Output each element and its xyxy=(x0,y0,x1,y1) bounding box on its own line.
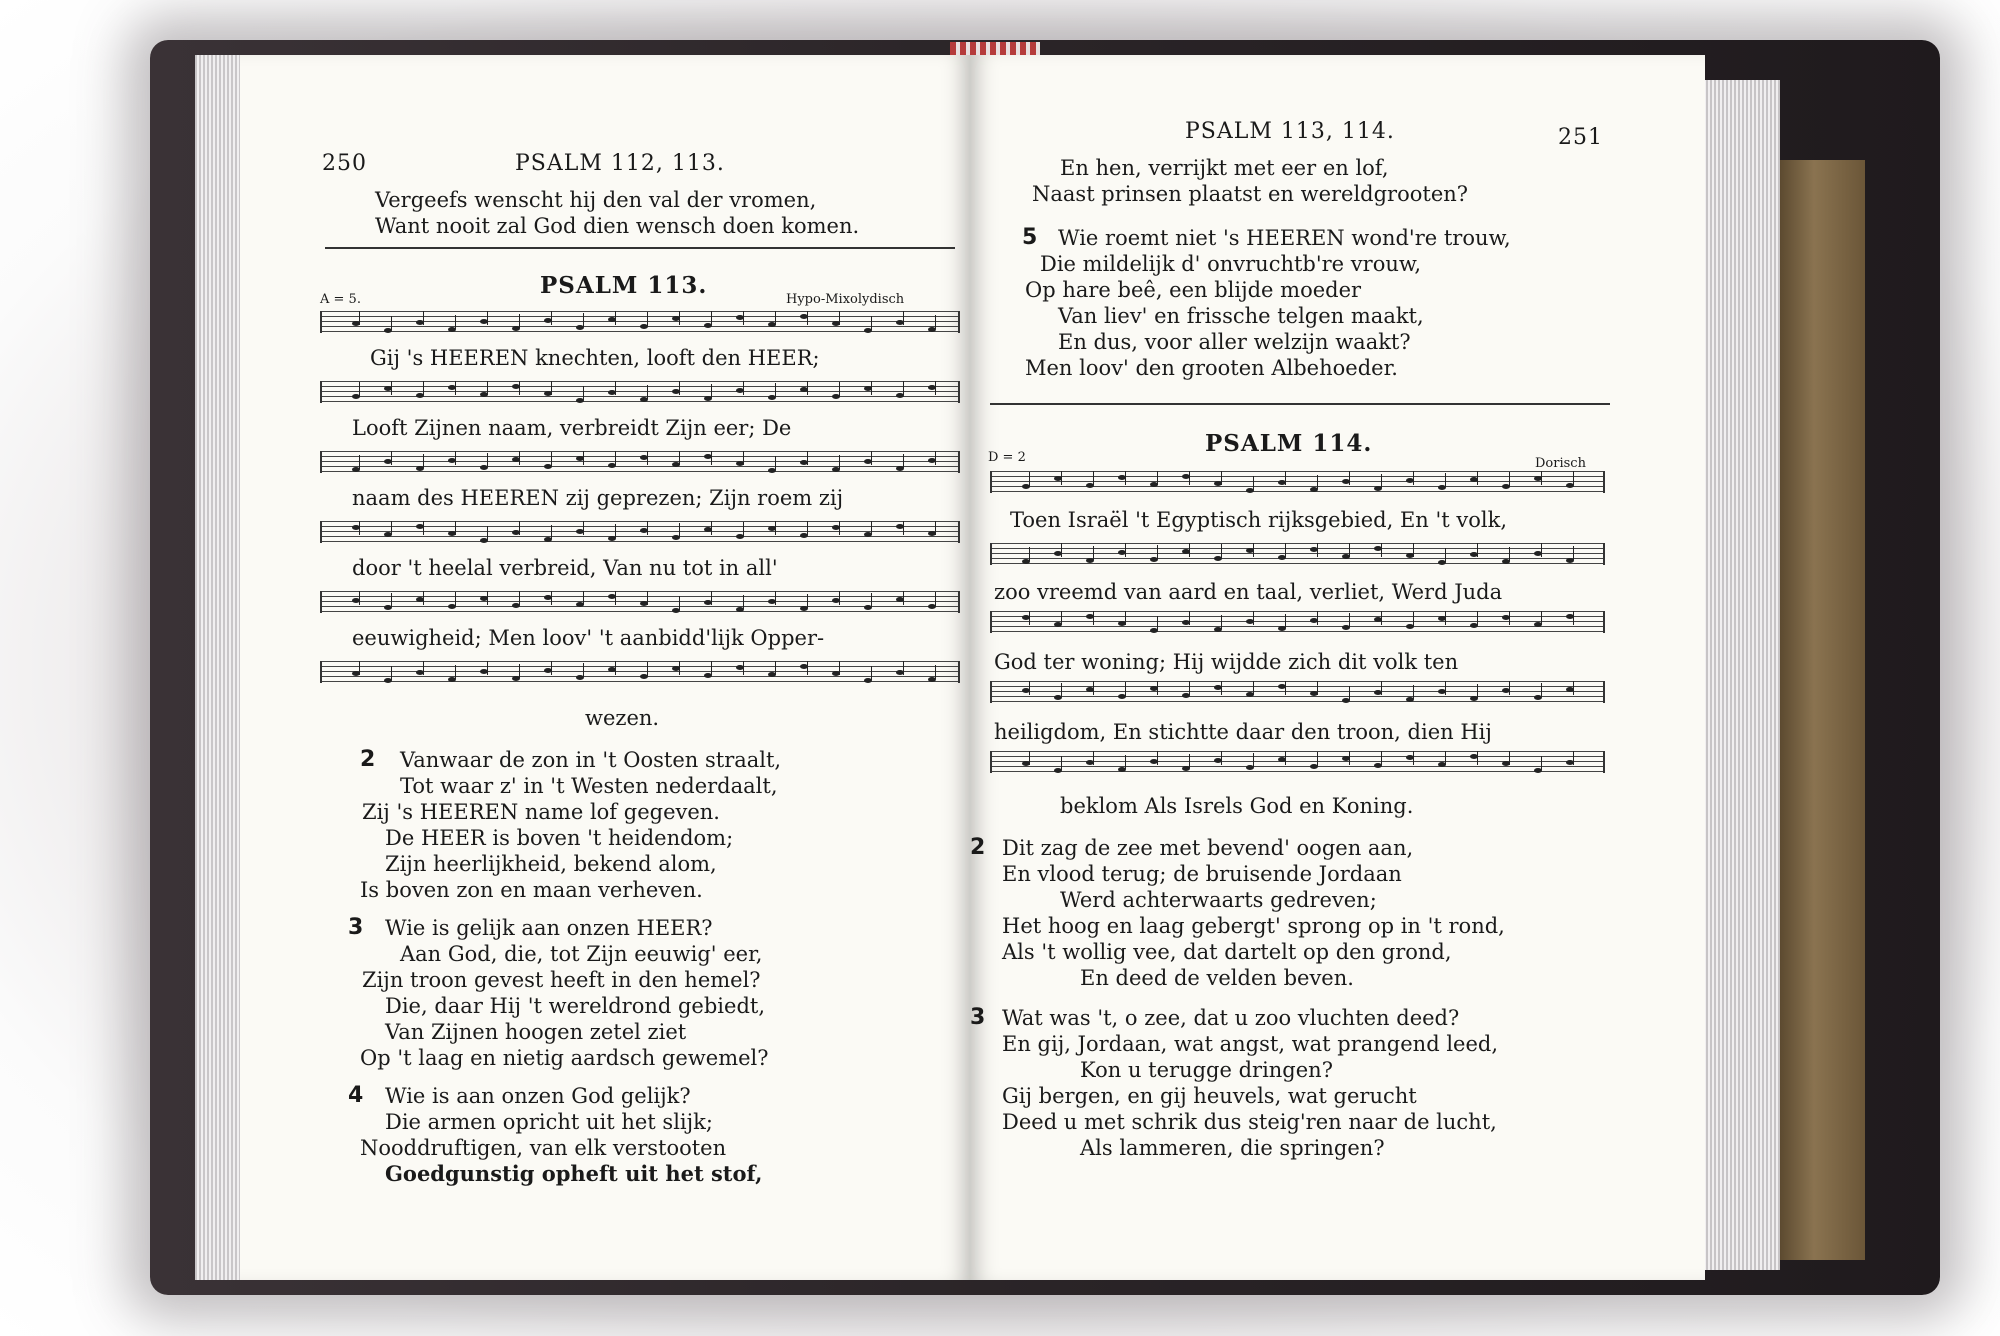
note-stem xyxy=(1317,752,1318,766)
note-stem xyxy=(1541,756,1542,770)
verse-line: Is boven zon en maan verheven. xyxy=(360,878,703,902)
note-stem xyxy=(935,315,936,329)
verse-line: En deed de velden beven. xyxy=(1080,966,1354,990)
note-stem xyxy=(359,661,360,675)
note-stem xyxy=(1541,471,1542,485)
note-stem xyxy=(519,521,520,535)
music-staff xyxy=(990,611,1605,633)
note-stem xyxy=(1285,471,1286,485)
lyric-line: beklom Als Isrels God en Koning. xyxy=(1060,794,1414,818)
lyric-line: Toen Israël 't Egyptisch rijksgebied, En 't volk, xyxy=(1010,508,1508,532)
note-stem xyxy=(871,666,872,680)
lyric-line: heiligdom, En stichtte daar den troon, dien Hij xyxy=(994,720,1492,744)
note-stem xyxy=(551,311,552,325)
divider xyxy=(990,403,1610,405)
music-staff xyxy=(320,311,960,333)
note-stem xyxy=(775,521,776,535)
note-stem xyxy=(839,311,840,325)
note-stem xyxy=(359,455,360,469)
note-stem xyxy=(935,521,936,535)
note-stem xyxy=(455,315,456,329)
lyric-line: God ter woning; Hij wijdde zich dit volk ten xyxy=(994,650,1459,674)
note-stem xyxy=(391,381,392,395)
note-stem xyxy=(871,381,872,395)
verse-line: Vanwaar de zon in 't Oosten straalt, xyxy=(400,748,782,772)
note-stem xyxy=(935,451,936,465)
left-page xyxy=(240,55,970,1280)
note-stem xyxy=(1477,471,1478,485)
verse-line: Van Zijnen hoogen zetel ziet xyxy=(385,1020,687,1044)
verse-line: De HEER is boven 't heidendom; xyxy=(385,826,734,850)
gilt-page-edge xyxy=(1780,160,1865,1260)
note-stem xyxy=(1157,545,1158,559)
note-stem xyxy=(1541,611,1542,625)
note-stem xyxy=(551,525,552,539)
page-stack-right xyxy=(1700,80,1780,1270)
note-stem xyxy=(679,381,680,395)
divider xyxy=(325,247,955,249)
page-stack-left xyxy=(195,55,245,1280)
note-stem xyxy=(391,521,392,535)
note-stem xyxy=(647,312,648,326)
note-stem xyxy=(1189,611,1190,625)
note-stem xyxy=(1413,612,1414,626)
note-stem xyxy=(551,661,552,675)
note-stem xyxy=(615,661,616,675)
note-stem xyxy=(1093,611,1094,625)
key-marker: A = 5. xyxy=(320,292,361,307)
note-stem xyxy=(1125,611,1126,625)
verse-line: Op hare beê, een blijde moeder xyxy=(1025,278,1362,302)
note-stem xyxy=(391,666,392,680)
music-staff xyxy=(320,591,960,613)
verse-line: Nooddruftigen, van elk verstooten xyxy=(360,1136,727,1160)
note-stem xyxy=(871,593,872,607)
note-stem xyxy=(423,591,424,605)
note-stem xyxy=(935,381,936,395)
note-stem xyxy=(487,453,488,467)
note-stem xyxy=(839,382,840,396)
note-stem xyxy=(1221,615,1222,629)
verse-line: Zijn heerlijkheid, bekend alom, xyxy=(385,852,717,876)
music-staff xyxy=(990,681,1605,703)
note-stem xyxy=(1253,753,1254,767)
psalm-title: PSALM 114. xyxy=(1205,430,1373,457)
note-stem xyxy=(1317,611,1318,625)
note-stem xyxy=(359,591,360,605)
note-stem xyxy=(1573,681,1574,695)
note-stem xyxy=(1285,681,1286,695)
note-stem xyxy=(583,663,584,677)
note-stem xyxy=(1189,543,1190,557)
verse-line: Men loov' den grooten Albehoeder. xyxy=(1025,356,1398,380)
note-stem xyxy=(391,316,392,330)
verse-line: Zij 's HEEREN name lof gegeven. xyxy=(362,800,720,824)
note-stem xyxy=(1253,611,1254,625)
verse-line: Wie roemt niet 's HEEREN wond're trouw, xyxy=(1058,226,1511,250)
verse-line: Die, daar Hij 't wereldrond gebiedt, xyxy=(385,994,765,1018)
verse-number: 3 xyxy=(970,1005,986,1030)
verse-line: Goedgunstig opheft uit het stof, xyxy=(385,1161,763,1186)
note-stem xyxy=(391,593,392,607)
verse-line: Zijn troon gevest heeft in den hemel? xyxy=(362,968,761,992)
note-stem xyxy=(1253,543,1254,557)
note-stem xyxy=(1029,611,1030,625)
note-stem xyxy=(871,451,872,465)
note-stem xyxy=(743,595,744,609)
lyric-line: wezen. xyxy=(585,706,660,730)
note-stem xyxy=(1221,544,1222,558)
text-line: En hen, verrijkt met eer en lof, xyxy=(1060,156,1389,180)
note-stem xyxy=(743,522,744,536)
note-stem xyxy=(871,521,872,535)
note-stem xyxy=(1125,755,1126,769)
text-line: Want nooit zal God dien wensch doen komen. xyxy=(375,214,860,238)
verse-line: En gij, Jordaan, wat angst, wat prangend leed, xyxy=(1002,1032,1499,1056)
note-stem xyxy=(1509,611,1510,625)
note-stem xyxy=(647,451,648,465)
note-stem xyxy=(807,521,808,535)
note-stem xyxy=(775,311,776,325)
note-stem xyxy=(1509,681,1510,695)
note-stem xyxy=(935,592,936,606)
note-stem xyxy=(1573,611,1574,625)
note-stem xyxy=(1413,685,1414,699)
verse-line: En vlood terug; de bruisende Jordaan xyxy=(1002,862,1402,886)
note-stem xyxy=(1093,471,1094,485)
headband-top xyxy=(950,42,1040,56)
note-stem xyxy=(1061,471,1062,485)
note-stem xyxy=(1157,681,1158,695)
note-stem xyxy=(455,521,456,535)
note-stem xyxy=(1029,751,1030,765)
note-stem xyxy=(487,661,488,675)
note-stem xyxy=(1061,683,1062,697)
verse-line: Gij bergen, en gij heuvels, wat gerucht xyxy=(1002,1084,1417,1108)
note-stem xyxy=(1125,543,1126,557)
note-stem xyxy=(839,591,840,605)
note-stem xyxy=(1349,686,1350,700)
note-stem xyxy=(455,592,456,606)
note-stem xyxy=(359,521,360,535)
note-stem xyxy=(1253,681,1254,695)
verse-line: Werd achterwaarts gedreven; xyxy=(1060,888,1377,912)
note-stem xyxy=(615,451,616,465)
right-page xyxy=(970,55,1705,1280)
note-stem xyxy=(1093,751,1094,765)
page-number-left: 250 xyxy=(322,151,367,176)
note-stem xyxy=(1477,543,1478,557)
music-staff xyxy=(990,471,1605,493)
note-stem xyxy=(807,451,808,465)
note-stem xyxy=(1381,681,1382,695)
note-stem xyxy=(1029,681,1030,695)
music-staff xyxy=(320,661,960,683)
note-stem xyxy=(1445,473,1446,487)
note-stem xyxy=(743,381,744,395)
verse-line: Het hoog en laag gebergt' sprong op in 't rond, xyxy=(1002,914,1505,938)
note-stem xyxy=(711,311,712,325)
note-stem xyxy=(839,521,840,535)
note-stem xyxy=(423,311,424,325)
note-stem xyxy=(711,521,712,535)
note-stem xyxy=(583,313,584,327)
note-stem xyxy=(775,661,776,675)
note-stem xyxy=(455,665,456,679)
verse-line: Van liev' en frissche telgen maakt, xyxy=(1058,304,1424,328)
note-stem xyxy=(519,381,520,395)
note-stem xyxy=(615,311,616,325)
note-stem xyxy=(903,454,904,468)
note-stem xyxy=(1221,471,1222,485)
note-stem xyxy=(1349,543,1350,557)
text-line: Vergeefs wenscht hij den val der vromen, xyxy=(375,188,817,212)
verse-line: Aan God, die, tot Zijn eeuwig' eer, xyxy=(400,942,763,966)
note-stem xyxy=(487,311,488,325)
key-marker: D = 2 xyxy=(988,450,1026,465)
note-stem xyxy=(1189,681,1190,695)
verse-line: Als lammeren, die springen? xyxy=(1080,1136,1385,1160)
note-stem xyxy=(423,661,424,675)
note-stem xyxy=(1381,474,1382,488)
lyric-line: Looft Zijnen naam, verbreidt Zijn eer; De xyxy=(352,416,792,440)
note-stem xyxy=(743,451,744,465)
lyric-line: door 't heelal verbreid, Van nu tot in all' xyxy=(352,556,778,580)
lyric-line: eeuwigheid; Men loov' 't aanbidd'lijk Opper- xyxy=(352,626,825,650)
note-stem xyxy=(903,591,904,605)
note-stem xyxy=(679,523,680,537)
music-staff xyxy=(320,381,960,403)
note-stem xyxy=(551,452,552,466)
verse-line: En dus, voor aller welzijn waakt? xyxy=(1058,330,1411,354)
verse-line: Wie is gelijk aan onzen HEER? xyxy=(385,916,713,940)
note-stem xyxy=(551,591,552,605)
note-stem xyxy=(455,451,456,465)
note-stem xyxy=(1317,681,1318,695)
note-stem xyxy=(647,521,648,535)
verse-line: Tot waar z' in 't Westen nederdaalt, xyxy=(400,774,778,798)
note-stem xyxy=(1477,684,1478,698)
note-stem xyxy=(1285,614,1286,628)
music-staff xyxy=(320,521,960,543)
note-stem xyxy=(1573,751,1574,765)
note-stem xyxy=(583,591,584,605)
note-stem xyxy=(1509,547,1510,561)
note-stem xyxy=(903,661,904,675)
note-stem xyxy=(1573,471,1574,485)
note-stem xyxy=(807,661,808,675)
note-stem xyxy=(1061,756,1062,770)
note-stem xyxy=(1381,751,1382,765)
note-stem xyxy=(839,455,840,469)
music-staff xyxy=(990,751,1605,773)
note-stem xyxy=(359,311,360,325)
note-stem xyxy=(807,381,808,395)
verse-number: 4 xyxy=(348,1083,364,1108)
note-stem xyxy=(711,591,712,605)
note-stem xyxy=(1125,682,1126,696)
note-stem xyxy=(1253,476,1254,490)
verse-line: Dit zag de zee met bevend' oogen aan, xyxy=(1002,836,1414,860)
verse-line: Die mildelijk d' onvruchtb're vrouw, xyxy=(1040,252,1422,276)
note-stem xyxy=(1477,751,1478,765)
note-stem xyxy=(1445,751,1446,765)
note-stem xyxy=(487,591,488,605)
note-stem xyxy=(743,661,744,675)
verse-line: Wie is aan onzen God gelijk? xyxy=(385,1084,691,1108)
note-stem xyxy=(1221,681,1222,695)
note-stem xyxy=(519,314,520,328)
note-stem xyxy=(807,311,808,325)
note-stem xyxy=(583,386,584,400)
note-stem xyxy=(359,382,360,396)
note-stem xyxy=(1029,547,1030,561)
music-staff xyxy=(320,451,960,473)
note-stem xyxy=(1573,546,1574,560)
note-stem xyxy=(1477,611,1478,625)
note-stem xyxy=(1413,751,1414,765)
running-head-left: PSALM 112, 113. xyxy=(515,151,725,176)
note-stem xyxy=(1445,548,1446,562)
note-stem xyxy=(423,454,424,468)
verse-number: 2 xyxy=(970,835,986,860)
note-stem xyxy=(455,381,456,395)
note-stem xyxy=(871,316,872,330)
note-stem xyxy=(935,665,936,679)
note-stem xyxy=(647,662,648,676)
note-stem xyxy=(839,661,840,675)
note-stem xyxy=(1349,471,1350,485)
note-stem xyxy=(615,524,616,538)
note-stem xyxy=(1189,471,1190,485)
text-line: Naast prinsen plaatst en wereldgrooten? xyxy=(1032,182,1469,206)
note-stem xyxy=(1157,616,1158,630)
note-stem xyxy=(487,526,488,540)
mode-label: Dorisch xyxy=(1535,456,1586,471)
note-stem xyxy=(775,456,776,470)
note-stem xyxy=(1381,611,1382,625)
note-stem xyxy=(903,521,904,535)
note-stem xyxy=(1445,611,1446,625)
lyric-line: naam des HEEREN zij geprezen; Zijn roem zij xyxy=(352,486,844,510)
note-stem xyxy=(647,385,648,399)
running-head-right: PSALM 113, 114. xyxy=(1185,119,1395,144)
note-stem xyxy=(487,381,488,395)
note-stem xyxy=(519,664,520,678)
note-stem xyxy=(679,451,680,465)
note-stem xyxy=(775,383,776,397)
verse-number: 3 xyxy=(348,915,364,940)
verse-line: Als 't wollig vee, dat dartelt op den grond, xyxy=(1002,940,1452,964)
note-stem xyxy=(583,451,584,465)
note-stem xyxy=(711,451,712,465)
note-stem xyxy=(711,661,712,675)
note-stem xyxy=(583,521,584,535)
note-stem xyxy=(1349,613,1350,627)
note-stem xyxy=(775,591,776,605)
note-stem xyxy=(1317,475,1318,489)
note-stem xyxy=(679,311,680,325)
lyric-line: Gij 's HEEREN knechten, looft den HEER; xyxy=(370,346,820,370)
note-stem xyxy=(615,591,616,605)
note-stem xyxy=(1413,543,1414,557)
note-stem xyxy=(807,594,808,608)
note-stem xyxy=(743,311,744,325)
note-stem xyxy=(551,381,552,395)
verse-number: 2 xyxy=(360,747,376,772)
note-stem xyxy=(1157,471,1158,485)
psalm-title: PSALM 113. xyxy=(540,272,708,299)
note-stem xyxy=(679,661,680,675)
note-stem xyxy=(647,591,648,605)
note-stem xyxy=(1509,472,1510,486)
note-stem xyxy=(1157,751,1158,765)
note-stem xyxy=(615,381,616,395)
note-stem xyxy=(903,381,904,395)
note-stem xyxy=(1349,751,1350,765)
note-stem xyxy=(903,311,904,325)
music-staff xyxy=(990,543,1605,565)
note-stem xyxy=(1317,543,1318,557)
note-stem xyxy=(1093,681,1094,695)
verse-line: Kon u terugge dringen? xyxy=(1080,1058,1333,1082)
note-stem xyxy=(1445,681,1446,695)
note-stem xyxy=(1221,751,1222,765)
verse-line: Deed u met schrik dus steig'ren naar de lucht, xyxy=(1002,1110,1497,1134)
verse-line: Op 't laag en nietig aardsch gewemel? xyxy=(360,1046,769,1070)
page-number-right: 251 xyxy=(1558,125,1603,150)
mode-label: Hypo-Mixolydisch xyxy=(786,292,905,307)
note-stem xyxy=(1061,543,1062,557)
verse-line: Die armen opricht uit het slijk; xyxy=(385,1110,713,1134)
note-stem xyxy=(1125,471,1126,485)
note-stem xyxy=(391,451,392,465)
verse-line: Wat was 't, o zee, dat u zoo vluchten deed? xyxy=(1002,1006,1460,1030)
note-stem xyxy=(1509,751,1510,765)
note-stem xyxy=(1381,543,1382,557)
note-stem xyxy=(1413,471,1414,485)
note-stem xyxy=(1189,754,1190,768)
note-stem xyxy=(1285,751,1286,765)
note-stem xyxy=(1093,546,1094,560)
note-stem xyxy=(1541,543,1542,557)
note-stem xyxy=(679,596,680,610)
note-stem xyxy=(519,451,520,465)
note-stem xyxy=(1541,683,1542,697)
note-stem xyxy=(1029,472,1030,486)
lyric-line: zoo vreemd van aard en taal, verliet, Werd Juda xyxy=(994,580,1503,604)
note-stem xyxy=(519,591,520,605)
note-stem xyxy=(423,521,424,535)
verse-number: 5 xyxy=(1022,225,1038,250)
note-stem xyxy=(423,381,424,395)
note-stem xyxy=(1285,543,1286,557)
note-stem xyxy=(1061,611,1062,625)
note-stem xyxy=(711,384,712,398)
